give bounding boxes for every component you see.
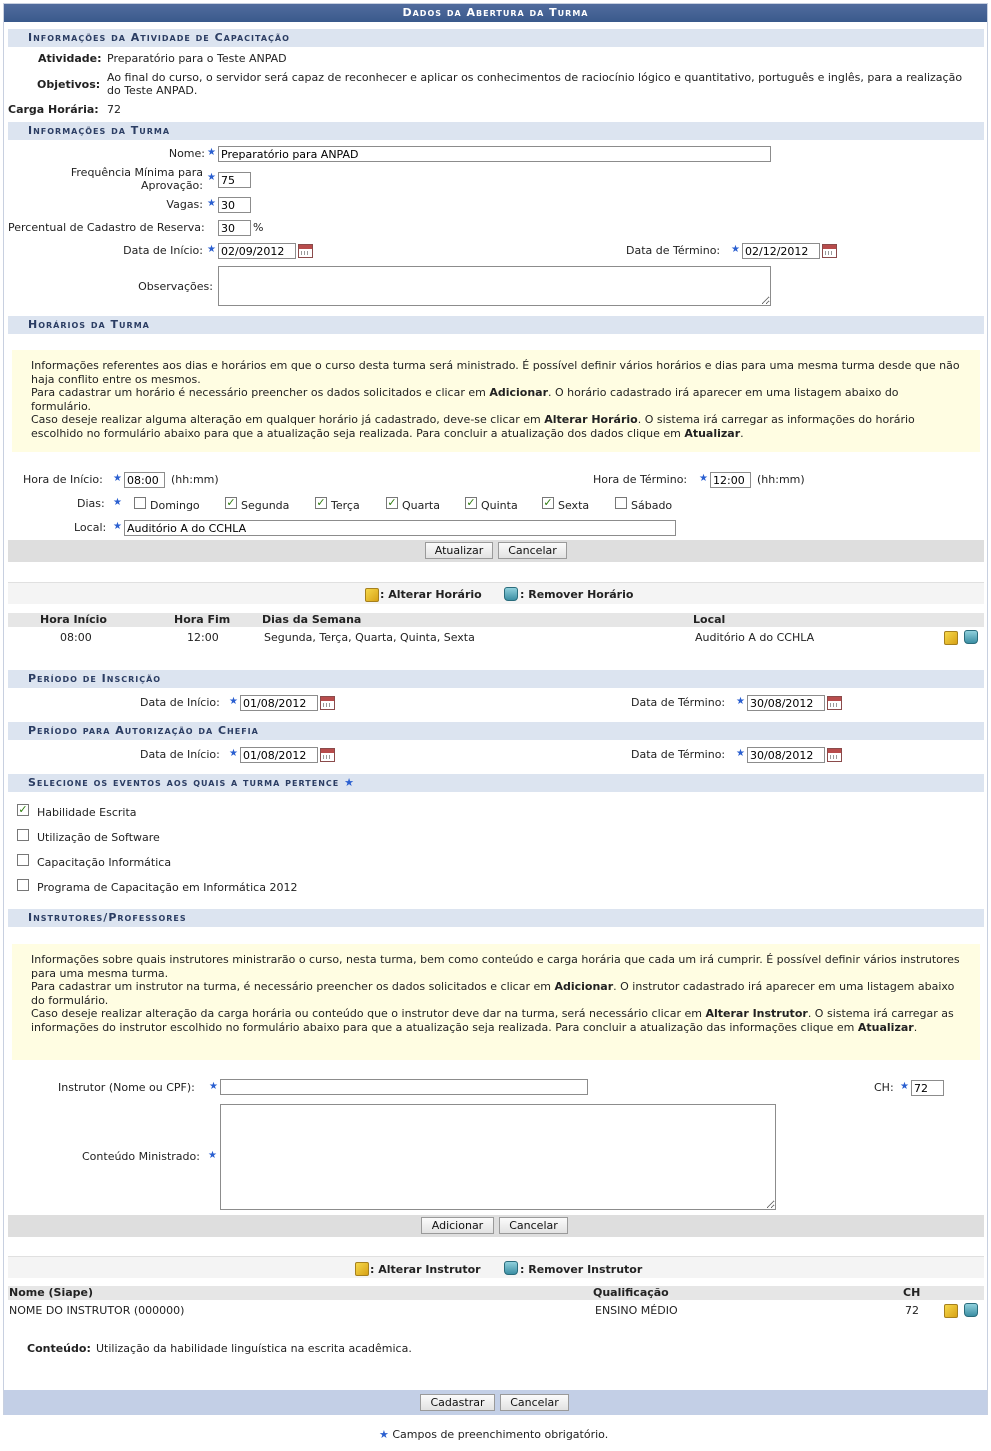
cancelar-instrutor-button[interactable]: Cancelar <box>499 1217 568 1234</box>
instrutor-row-nome: NOME DO INSTRUTOR (000000) <box>9 1304 185 1317</box>
instrutores-info-box <box>12 944 980 1060</box>
edit-icon <box>355 1262 369 1276</box>
hora-format-hint: (hh:mm) <box>171 473 219 486</box>
required-star-icon: ★ <box>379 1428 389 1441</box>
calendar-icon[interactable] <box>827 696 842 710</box>
ch-input[interactable] <box>911 1080 944 1096</box>
data-inicio-input[interactable] <box>218 243 296 259</box>
evento-checkbox[interactable] <box>17 879 29 891</box>
evento-label: Programa de Capacitação em Informática 2012 <box>37 881 298 894</box>
data-termino-input[interactable] <box>742 243 820 259</box>
dia-label: Domingo <box>150 499 200 512</box>
cancelar-horario-button[interactable]: Cancelar <box>498 542 567 559</box>
required-star-icon: ★ <box>731 244 740 255</box>
dia-label: Sábado <box>631 499 673 512</box>
dia-checkbox[interactable]: ✓ <box>387 496 397 509</box>
th-nome: Nome (Siape) <box>9 1286 94 1299</box>
required-star-icon: ★ <box>229 748 238 759</box>
evento-label: Habilidade Escrita <box>37 806 137 819</box>
dia-label: Quarta <box>402 499 440 512</box>
section-turma-header: Informações da Turma <box>8 122 984 140</box>
required-star-icon: ★ <box>207 147 216 158</box>
remove-icon <box>504 1261 518 1275</box>
required-star-icon: ★ <box>736 696 745 707</box>
atividade-value: Preparatório para o Teste ANPAD <box>107 52 287 65</box>
horario-row-fim: 12:00 <box>187 631 219 644</box>
vagas-input[interactable] <box>218 197 251 213</box>
footer-bar <box>4 1390 987 1415</box>
legend-remover-label: : Remover Instrutor <box>520 1263 643 1276</box>
dia-checkbox[interactable]: ✓ <box>466 496 476 509</box>
required-star-icon: ★ <box>900 1081 909 1092</box>
required-star-icon: ★ <box>207 172 216 183</box>
conteudo-label: Conteúdo Ministrado: <box>82 1150 200 1163</box>
adicionar-instrutor-button[interactable]: Adicionar <box>421 1217 494 1234</box>
evento-checkbox[interactable] <box>17 854 29 866</box>
section-instrutores-header: Instrutores/Professores <box>8 909 984 927</box>
horarios-info-1: Informações referentes aos dias e horários em que o curso desta turma será ministrado. É possível definir vários horários e dias para uma mesma turma desde que não haja conflito entre os mesmos. <box>31 359 960 386</box>
calendar-icon[interactable] <box>827 748 842 762</box>
carga-value: 72 <box>107 103 121 116</box>
objetivos-label: Objetivos: <box>37 78 101 91</box>
instrutor-legend <box>8 1256 984 1278</box>
chefia-termino-label: Data de Término: <box>631 748 726 761</box>
instrutor-row-conteudo-label: Conteúdo: <box>27 1342 91 1355</box>
evento-label: Utilização de Software <box>37 831 160 844</box>
required-star-icon: ★ <box>207 198 216 209</box>
dia-label: Segunda <box>241 499 290 512</box>
dia-checkbox[interactable] <box>615 497 627 509</box>
dia-label: Sexta <box>558 499 590 512</box>
cadastrar-button[interactable]: Cadastrar <box>420 1394 495 1411</box>
reserva-label: Percentual de Cadastro de Reserva: <box>8 221 205 234</box>
dia-checkbox[interactable]: ✓ <box>543 496 553 509</box>
dia-checkbox[interactable] <box>134 497 146 509</box>
hora-inicio-label: Hora de Início: <box>23 473 103 486</box>
instrutor-table-header <box>8 1286 984 1300</box>
atualizar-horario-button[interactable]: Atualizar <box>425 542 493 559</box>
th-ch: CH <box>903 1286 921 1299</box>
evento-checkbox[interactable] <box>17 829 29 841</box>
required-star-icon: ★ <box>207 244 216 255</box>
dia-label: Quinta <box>481 499 518 512</box>
th-qualificacao: Qualificação <box>593 1286 669 1299</box>
th-local: Local <box>693 613 726 626</box>
instrutor-label: Instrutor (Nome ou CPF): <box>58 1081 195 1094</box>
chefia-termino-input[interactable] <box>747 747 825 763</box>
required-star-icon: ★ <box>229 696 238 707</box>
section-chefia-header: Período para Autorização da Chefia <box>8 722 984 740</box>
section-inscricao-header: Período de Inscrição <box>8 670 984 688</box>
horario-row-dias: Segunda, Terça, Quarta, Quinta, Sexta <box>264 631 475 644</box>
dia-checkbox[interactable]: ✓ <box>226 496 236 509</box>
hora-inicio-input[interactable] <box>124 472 165 488</box>
inscricao-inicio-input[interactable] <box>240 695 318 711</box>
section-horarios-header: Horários da Turma <box>8 316 984 334</box>
required-star-icon: ★ <box>699 473 708 484</box>
instrutores-info-3: Caso deseje realizar alteração da carga horária ou conteúdo que o instrutor deve dar na turma, será necessário clicar em Alterar Instrutor. O sistema irá carregar as informações do instrutor escolhido no formulário abaixo para que a atualização seja realizada. Para concluir a atualização das informações clique em Atualizar. <box>31 1007 954 1034</box>
th-hora-fim: Hora Fim <box>174 613 231 626</box>
inscricao-inicio-label: Data de Início: <box>140 696 220 709</box>
required-star-icon: ★ <box>209 1081 218 1092</box>
termino-label: Data de Término: <box>626 244 721 257</box>
required-star-icon: ★ <box>344 776 355 789</box>
inscricao-termino-label: Data de Término: <box>631 696 726 709</box>
nome-label: Nome: <box>168 147 205 160</box>
instrutor-row-conteudo: Utilização da habilidade linguística na escrita acadêmica. <box>96 1342 412 1355</box>
edit-icon[interactable] <box>944 1304 958 1318</box>
instrutor-row-ch: 72 <box>905 1304 919 1317</box>
th-hora-inicio: Hora Início <box>40 613 107 626</box>
inicio-label: Data de Início: <box>123 244 203 257</box>
dia-label: Terça <box>331 499 360 512</box>
remove-icon[interactable] <box>964 630 978 644</box>
chefia-inicio-label: Data de Início: <box>140 748 220 761</box>
horario-row-inicio: 08:00 <box>60 631 92 644</box>
horario-button-bar <box>8 540 984 562</box>
hora-termino-input[interactable] <box>710 472 751 488</box>
required-star-icon: ★ <box>736 748 745 759</box>
observacoes-textarea[interactable] <box>218 266 771 306</box>
dia-checkbox[interactable]: ✓ <box>316 496 326 509</box>
atividade-label: Atividade: <box>38 52 102 65</box>
cancelar-button[interactable]: Cancelar <box>500 1394 569 1411</box>
horario-table-header <box>8 613 984 627</box>
section-atividade-header: Informações da Atividade de Capacitação <box>8 29 984 47</box>
section-eventos-header: Selecione os eventos aos quais a turma pertence ★ <box>8 774 984 792</box>
legend-alterar-label: : Alterar Instrutor <box>370 1263 481 1276</box>
chefia-inicio-input[interactable] <box>240 747 318 763</box>
frequencia-input[interactable] <box>218 172 251 188</box>
required-star-icon: ★ <box>208 1150 217 1161</box>
nome-input[interactable] <box>218 146 771 162</box>
required-note: ★ Campos de preenchimento obrigatório. <box>379 1428 609 1441</box>
edit-icon <box>365 588 379 602</box>
hora-format-hint: (hh:mm) <box>757 473 805 486</box>
calendar-icon[interactable] <box>822 244 837 258</box>
required-star-icon: ★ <box>113 473 122 484</box>
evento-label: Capacitação Informática <box>37 856 172 869</box>
ch-label: CH: <box>874 1081 894 1094</box>
calendar-icon[interactable] <box>320 748 335 762</box>
calendar-icon[interactable] <box>298 244 313 258</box>
remove-icon <box>504 587 518 601</box>
instrutor-input[interactable] <box>220 1079 588 1095</box>
local-input[interactable] <box>124 520 676 536</box>
percent-sign: % <box>253 221 264 234</box>
carga-label: Carga Horária: <box>8 103 99 116</box>
instrutores-info-2: Para cadastrar um instrutor na turma, é necessário preencher os dados solicitados e clicar em Adicionar. O instrutor cadastrado irá aparecer em uma listagem abaixo do formulário. <box>31 980 955 1007</box>
objetivos-value: Ao final do curso, o servidor será capaz de reconhecer e aplicar os conhecimentos de raciocínio lógico e quantitativo, português e inglês, para a realização do Teste ANPAD. <box>107 71 963 97</box>
horario-row-local: Auditório A do CCHLA <box>695 631 815 644</box>
vagas-label: Vagas: <box>166 198 203 211</box>
freq-label-2: Aprovação: <box>141 179 203 192</box>
instrutores-info-1: Informações sobre quais instrutores ministrarão o curso, nesta turma, bem como conteúdo e carga horária que cada um irá cumprir. É possível definir vários instrutores para uma mesma turma. <box>31 953 960 980</box>
legend-alterar-label: : Alterar Horário <box>380 588 482 601</box>
evento-checkbox[interactable]: ✓ <box>18 803 28 816</box>
horario-legend <box>8 582 984 604</box>
inscricao-termino-input[interactable] <box>747 695 825 711</box>
required-star-icon: ★ <box>113 521 122 532</box>
reserva-input[interactable] <box>218 220 251 236</box>
instrutor-button-bar <box>8 1215 984 1237</box>
observacoes-label: Observações: <box>138 280 213 293</box>
calendar-icon[interactable] <box>320 696 335 710</box>
local-label: Local: <box>74 521 107 534</box>
hora-termino-label: Hora de Término: <box>593 473 688 486</box>
horarios-info-box <box>12 350 980 452</box>
th-dias: Dias da Semana <box>262 613 362 626</box>
dias-label: Dias: <box>77 497 105 510</box>
horarios-info-3: Caso deseje realizar alguma alteração em qualquer horário já cadastrado, deve-se clicar em Alterar Horário. O sistema irá carregar as informações do horário escolhido no formulário abaixo para que a atualização seja realizada. Para concluir a atualização dos dados clique em Atualizar. <box>31 413 915 440</box>
required-star-icon: ★ <box>113 497 122 508</box>
legend-remover-label: : Remover Horário <box>520 588 634 601</box>
freq-label-1: Frequência Mínima para <box>70 166 203 179</box>
page-title: Dados da Abertura da Turma <box>4 4 987 22</box>
instrutor-row-qualificacao: ENSINO MÉDIO <box>595 1304 678 1317</box>
remove-icon[interactable] <box>964 1303 978 1317</box>
horarios-info-2: Para cadastrar um horário é necessário preencher os dados solicitados e clicar em Adicionar. O horário cadastrado irá aparecer em uma listagem abaixo do formulário. <box>31 386 899 413</box>
conteudo-textarea[interactable] <box>220 1104 776 1210</box>
edit-icon[interactable] <box>944 631 958 645</box>
